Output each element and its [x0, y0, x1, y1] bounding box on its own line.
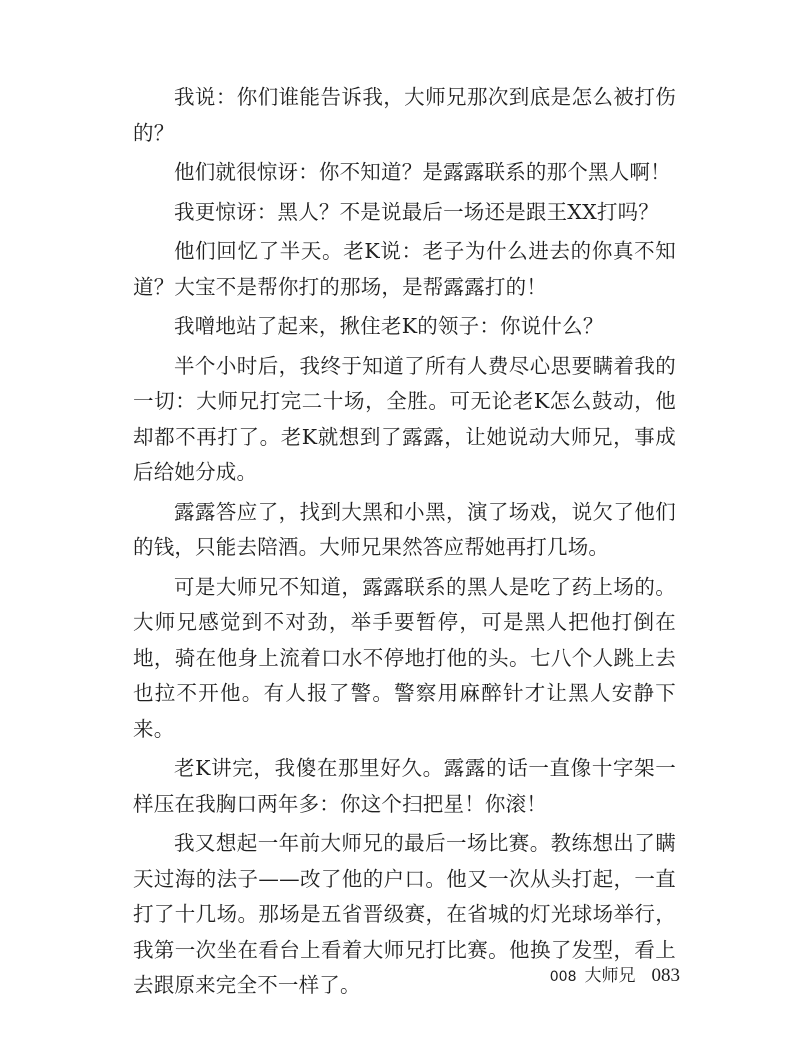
paragraph: 老K讲完，我傻在那里好久。露露的话一直像十字架一样压在我胸口两年多：你这个扫把星！你滚！	[133, 756, 676, 816]
chapter-title: 大师兄	[584, 966, 636, 986]
paragraph: 可是大师兄不知道，露露联系的黑人是吃了药上场的。大师兄感觉到不对劲，举手要暂停，可是黑人把他打倒在地，骑在他身上流着口水不停地打他的头。七八个人跳上去也拉不开他。有人报了警。警察用麻醉针才让黑人安静下来。	[133, 574, 676, 741]
paragraph: 半个小时后，我终于知道了所有人费尽心思要瞒着我的一切：大师兄打完二十场，全胜。可无论老K怎么鼓动，他却都不再打了。老K就想到了露露，让她说动大师兄，事成后给她分成。	[133, 353, 676, 484]
page-number: 083	[651, 965, 680, 986]
paragraph: 我噌地站了起来，揪住老K的领子：你说什么？	[174, 314, 604, 338]
chapter-number: 008	[549, 969, 577, 985]
paragraph: 他们回忆了半天。老K说：老子为什么进去的你真不知道？大宝不是帮你打的那场，是帮露露打的！	[133, 239, 676, 299]
page-footer	[500, 964, 680, 989]
paragraph: 我又想起一年前大师兄的最后一场比赛。教练想出了瞒天过海的法子——改了他的户口。他又一次从头打起，一直打了十几场。那场是五省晋级赛，在省城的灯光球场举行，我第一次坐在看台上看着大师兄打比赛。他换了发型，看上去跟原来完全不一样了。	[133, 831, 676, 997]
paragraph: 我更惊讶：黑人？不是说最后一场还是跟王XX打吗？	[174, 199, 659, 224]
paragraph: 我说：你们谁能告诉我，大师兄那次到底是怎么被打伤的？	[133, 85, 676, 145]
paragraph: 他们就很惊讶：你不知道？是露露联系的那个黑人啊！	[174, 160, 671, 184]
page-body-text	[133, 80, 676, 1004]
paragraph: 露露答应了，找到大黑和小黑，演了场戏，说欠了他们的钱，只能去陪酒。大师兄果然答应帮她再打几场。	[133, 499, 676, 559]
